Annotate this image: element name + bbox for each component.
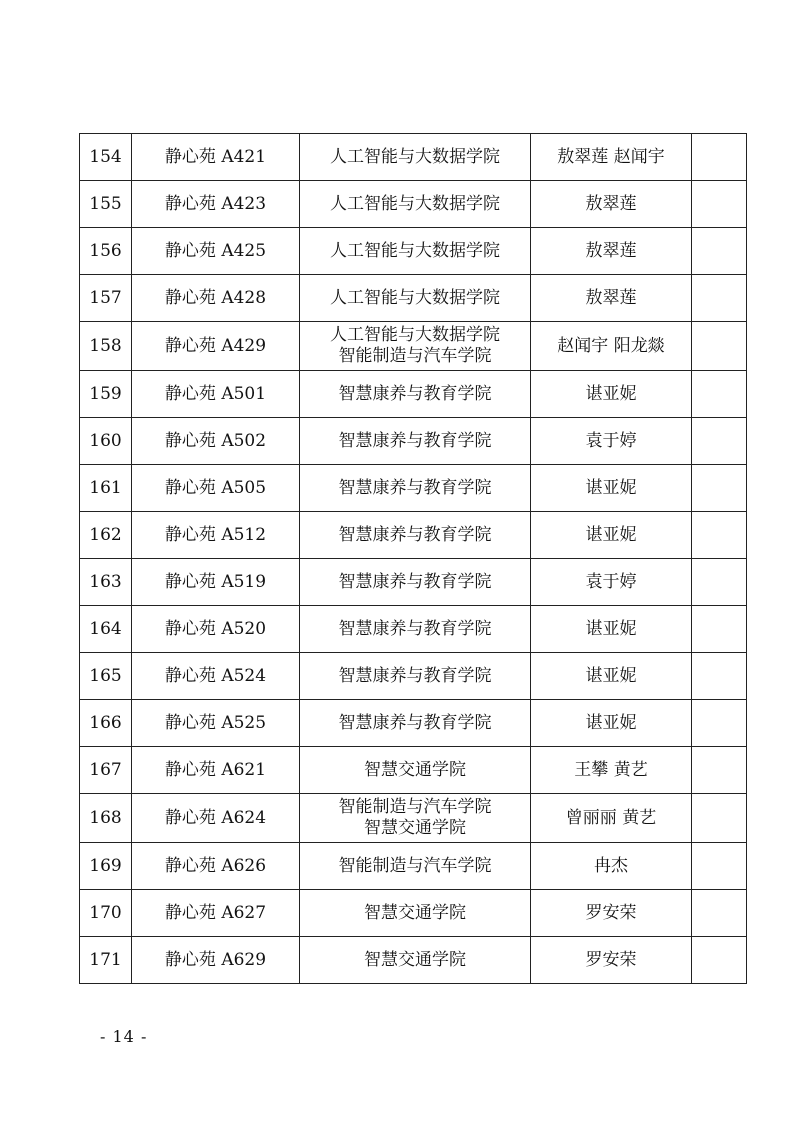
page-number: - 14 - bbox=[100, 1027, 148, 1046]
note-cell bbox=[692, 134, 747, 181]
person-cell: 谌亚妮 bbox=[531, 371, 692, 418]
college-cell bbox=[300, 700, 531, 747]
person-cell: 谌亚妮 bbox=[531, 512, 692, 559]
note-cell bbox=[692, 606, 747, 653]
note-cell bbox=[692, 937, 747, 984]
person-cell: 谌亚妮 bbox=[531, 465, 692, 512]
college-cell bbox=[300, 559, 531, 606]
row-number-cell: 165 bbox=[80, 653, 132, 700]
row-number-cell: 169 bbox=[80, 843, 132, 890]
table-body bbox=[80, 134, 747, 984]
room-cell: 静心苑 A423 bbox=[132, 181, 300, 228]
college-cell bbox=[300, 890, 531, 937]
college-cell bbox=[300, 465, 531, 512]
college-name: 人工智能与大数据学院 bbox=[330, 240, 500, 261]
room-cell: 静心苑 A629 bbox=[132, 937, 300, 984]
person-cell: 敖翠莲 赵闻宇 bbox=[531, 134, 692, 181]
room-cell: 静心苑 A524 bbox=[132, 653, 300, 700]
college-cell bbox=[300, 606, 531, 653]
note-cell bbox=[692, 228, 747, 275]
room-cell: 静心苑 A621 bbox=[132, 747, 300, 794]
row-number-cell: 171 bbox=[80, 937, 132, 984]
college-cell bbox=[300, 134, 531, 181]
person-cell: 敖翠莲 bbox=[531, 228, 692, 275]
person-cell: 谌亚妮 bbox=[531, 700, 692, 747]
table-row bbox=[80, 465, 747, 512]
table-row bbox=[80, 228, 747, 275]
college-name: 智慧康养与教育学院 bbox=[338, 383, 492, 404]
college-name: 智慧康养与教育学院 bbox=[338, 712, 492, 733]
note-cell bbox=[692, 747, 747, 794]
room-cell: 静心苑 A501 bbox=[132, 371, 300, 418]
note-cell bbox=[692, 653, 747, 700]
table-row bbox=[80, 937, 747, 984]
table-row bbox=[80, 890, 747, 937]
room-cell: 静心苑 A425 bbox=[132, 228, 300, 275]
row-number-cell: 163 bbox=[80, 559, 132, 606]
college-name: 智能制造与汽车学院 bbox=[338, 855, 492, 876]
row-number-cell: 161 bbox=[80, 465, 132, 512]
room-cell: 静心苑 A624 bbox=[132, 794, 300, 843]
person-cell: 冉杰 bbox=[531, 843, 692, 890]
row-number-cell: 170 bbox=[80, 890, 132, 937]
row-number-cell: 167 bbox=[80, 747, 132, 794]
note-cell bbox=[692, 700, 747, 747]
room-cell: 静心苑 A519 bbox=[132, 559, 300, 606]
person-cell: 曾丽丽 黄艺 bbox=[531, 794, 692, 843]
room-cell: 静心苑 A429 bbox=[132, 322, 300, 371]
row-number-cell: 164 bbox=[80, 606, 132, 653]
college-cell bbox=[300, 794, 531, 843]
person-cell: 赵闻宇 阳龙燚 bbox=[531, 322, 692, 371]
person-cell: 王攀 黄艺 bbox=[531, 747, 692, 794]
note-cell bbox=[692, 794, 747, 843]
college-cell bbox=[300, 512, 531, 559]
table-row bbox=[80, 418, 747, 465]
college-name: 智慧康养与教育学院 bbox=[338, 477, 492, 498]
note-cell bbox=[692, 418, 747, 465]
college-name: 人工智能与大数据学院 bbox=[330, 287, 500, 308]
college-name: 人工智能与大数据学院 bbox=[330, 146, 500, 167]
table-row bbox=[80, 371, 747, 418]
note-cell bbox=[692, 371, 747, 418]
room-cell: 静心苑 A421 bbox=[132, 134, 300, 181]
college-name: 智慧康养与教育学院 bbox=[338, 618, 492, 639]
table-row bbox=[80, 512, 747, 559]
row-number-cell: 166 bbox=[80, 700, 132, 747]
college-name: 智慧交通学院 bbox=[364, 759, 466, 780]
college-cell bbox=[300, 181, 531, 228]
note-cell bbox=[692, 512, 747, 559]
table-row bbox=[80, 794, 747, 843]
note-cell bbox=[692, 181, 747, 228]
person-cell: 袁于婷 bbox=[531, 418, 692, 465]
note-cell bbox=[692, 322, 747, 371]
row-number-cell: 156 bbox=[80, 228, 132, 275]
room-cell: 静心苑 A502 bbox=[132, 418, 300, 465]
room-cell: 静心苑 A627 bbox=[132, 890, 300, 937]
table-row bbox=[80, 747, 747, 794]
row-number-cell: 154 bbox=[80, 134, 132, 181]
room-cell: 静心苑 A428 bbox=[132, 275, 300, 322]
college-name: 人工智能与大数据学院 bbox=[330, 193, 500, 214]
college-name: 智慧康养与教育学院 bbox=[338, 571, 492, 592]
room-cell: 静心苑 A626 bbox=[132, 843, 300, 890]
college-cell bbox=[300, 937, 531, 984]
table-row bbox=[80, 275, 747, 322]
note-cell bbox=[692, 843, 747, 890]
room-cell: 静心苑 A525 bbox=[132, 700, 300, 747]
table-row bbox=[80, 322, 747, 371]
note-cell bbox=[692, 465, 747, 512]
room-cell: 静心苑 A520 bbox=[132, 606, 300, 653]
room-cell: 静心苑 A512 bbox=[132, 512, 300, 559]
table-row bbox=[80, 700, 747, 747]
college-name: 智能制造与汽车学院 bbox=[338, 346, 492, 366]
row-number-cell: 162 bbox=[80, 512, 132, 559]
person-cell: 袁于婷 bbox=[531, 559, 692, 606]
college-name: 智慧交通学院 bbox=[364, 949, 466, 970]
table-row bbox=[80, 606, 747, 653]
dormitory-table bbox=[79, 133, 747, 984]
college-cell bbox=[300, 322, 531, 371]
row-number-cell: 158 bbox=[80, 322, 132, 371]
college-name: 人工智能与大数据学院 bbox=[330, 325, 500, 345]
college-name: 智慧交通学院 bbox=[364, 818, 466, 838]
note-cell bbox=[692, 890, 747, 937]
person-cell: 罗安荣 bbox=[531, 937, 692, 984]
table-row bbox=[80, 181, 747, 228]
college-cell bbox=[300, 843, 531, 890]
row-number-cell: 168 bbox=[80, 794, 132, 843]
college-name: 智能制造与汽车学院 bbox=[338, 797, 492, 817]
table-row bbox=[80, 559, 747, 606]
college-cell bbox=[300, 371, 531, 418]
college-cell bbox=[300, 418, 531, 465]
college-cell bbox=[300, 653, 531, 700]
row-number-cell: 160 bbox=[80, 418, 132, 465]
person-cell: 谌亚妮 bbox=[531, 606, 692, 653]
row-number-cell: 159 bbox=[80, 371, 132, 418]
note-cell bbox=[692, 275, 747, 322]
row-number-cell: 155 bbox=[80, 181, 132, 228]
table-row bbox=[80, 134, 747, 181]
college-cell bbox=[300, 747, 531, 794]
person-cell: 敖翠莲 bbox=[531, 275, 692, 322]
college-name: 智慧康养与教育学院 bbox=[338, 524, 492, 545]
college-name: 智慧交通学院 bbox=[364, 902, 466, 923]
note-cell bbox=[692, 559, 747, 606]
table-row bbox=[80, 653, 747, 700]
room-cell: 静心苑 A505 bbox=[132, 465, 300, 512]
college-name: 智慧康养与教育学院 bbox=[338, 430, 492, 451]
table-row bbox=[80, 843, 747, 890]
person-cell: 敖翠莲 bbox=[531, 181, 692, 228]
row-number-cell: 157 bbox=[80, 275, 132, 322]
college-cell bbox=[300, 228, 531, 275]
person-cell: 谌亚妮 bbox=[531, 653, 692, 700]
college-name: 智慧康养与教育学院 bbox=[338, 665, 492, 686]
person-cell: 罗安荣 bbox=[531, 890, 692, 937]
college-cell bbox=[300, 275, 531, 322]
